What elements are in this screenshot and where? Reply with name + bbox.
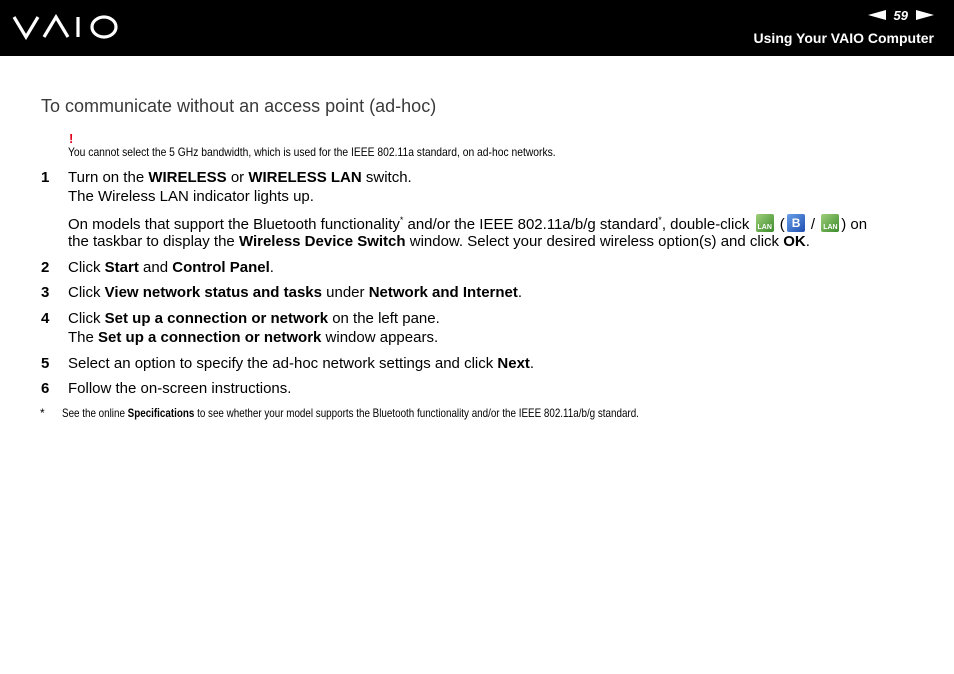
page-heading: To communicate without an access point (ad-hoc)	[41, 96, 437, 116]
warning-icon: !	[69, 131, 74, 146]
section-title: Using Your VAIO Computer	[753, 30, 934, 46]
warning-note: You cannot select the 5 GHz bandwidth, which is used for the IEEE 802.11a standard, on ad-hoc networks.	[68, 145, 556, 159]
step-1-detail-cont: the taskbar to display the Wireless Device Switch window. Select your desired wireless option(s) and click OK.	[68, 233, 810, 250]
vaio-logo	[12, 14, 120, 40]
next-page-arrow-icon[interactable]	[916, 10, 934, 20]
footnote: * See the online Specifications to see whether your model supports the Bluetooth functionality and/or the IEEE 802.11a/b/g standard.	[40, 406, 639, 420]
page-header	[0, 0, 954, 56]
step-number: 6	[41, 380, 50, 397]
step-6-text: Follow the on-screen instructions.	[68, 380, 292, 397]
step-number: 5	[41, 355, 50, 372]
page-navigation	[868, 7, 934, 23]
wireless-lan-icon: LAN	[756, 214, 774, 232]
step-1-text: Turn on the WIRELESS or WIRELESS LAN switch.	[68, 169, 412, 186]
bluetooth-icon: B	[787, 214, 805, 232]
step-4-result: The Set up a connection or network window appears.	[68, 329, 439, 346]
page-number: 59	[893, 7, 908, 23]
step-number: 1	[41, 169, 50, 186]
step-2-text: Click Start and Control Panel.	[68, 259, 274, 276]
step-number: 3	[41, 284, 50, 301]
wireless-lan-icon: LAN	[821, 214, 839, 232]
step-4-text: Click Set up a connection or network on the left pane.	[68, 310, 440, 327]
step-number: 4	[41, 310, 50, 327]
step-number: 2	[41, 259, 50, 276]
step-5-text: Select an option to specify the ad-hoc network settings and click Next.	[68, 355, 535, 372]
step-1-detail: On models that support the Bluetooth functionality* and/or the IEEE 802.11a/b/g standard*, double-click LAN ( B / LAN ) on	[68, 215, 868, 233]
step-3-text: Click View network status and tasks under Network and Internet.	[68, 284, 523, 301]
step-1-result: The Wireless LAN indicator lights up.	[68, 188, 314, 205]
previous-page-arrow-icon[interactable]	[868, 10, 886, 20]
